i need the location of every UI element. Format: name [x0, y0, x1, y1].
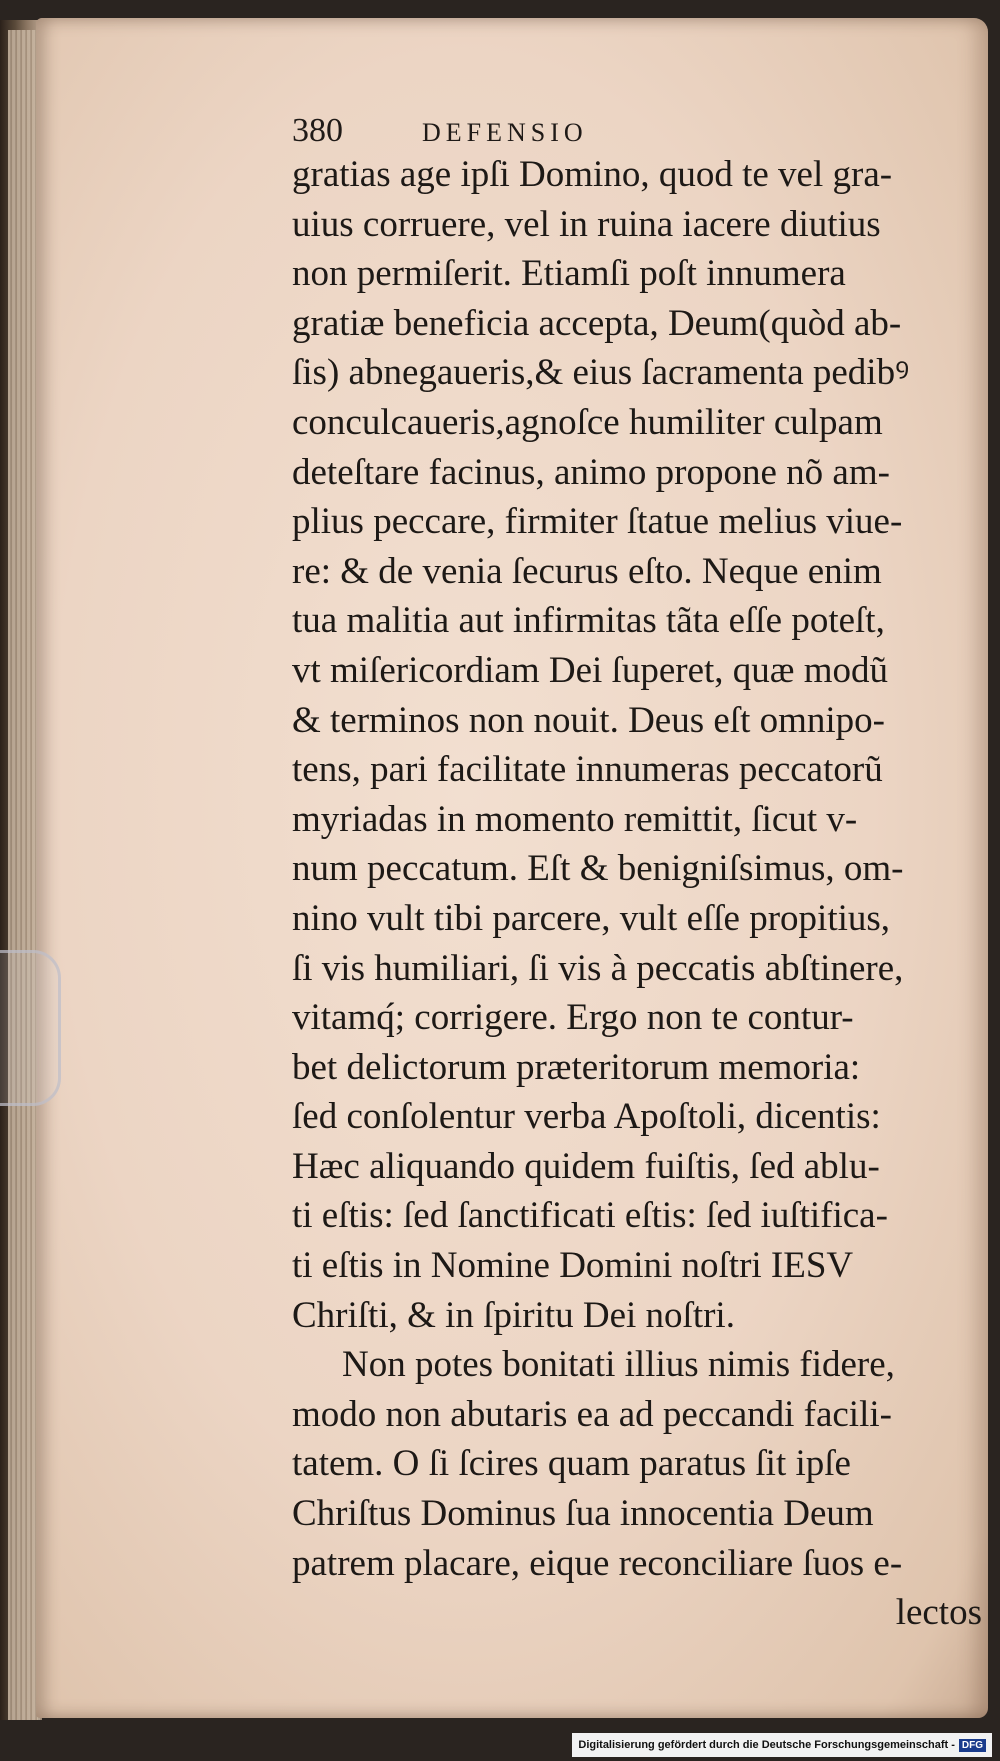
text-line: bet delictorum præteritorum memoria: [292, 1046, 861, 1088]
text-line: Hæc aliquando quidem fuiſtis, ſed ablu- [292, 1145, 880, 1187]
text-line: myriadas in momento remittit, ſicut v- [292, 798, 858, 840]
text-line: re: & de venia ſecurus eſto. Neque enim [292, 550, 882, 592]
text-line: deteſtare facinus, animo propone nõ am- [292, 451, 890, 493]
text-line: ti eſtis in Nomine Domini noſtri IESV [292, 1245, 854, 1287]
text-line: & terminos non nouit. Deus eſt omnipo- [292, 699, 885, 741]
text-line: vitamq́; corrigere. Ergo non te contur- [292, 997, 854, 1039]
page-clip [0, 950, 61, 1106]
text-line: modo non abutaris ea ad peccandi facili- [292, 1393, 892, 1435]
text-line: gratias age ipſi Domino, quod te vel gra- [292, 154, 893, 195]
text-line: Non potes bonitati illius nimis fidere, [342, 1344, 895, 1386]
text-line: conculcaueris,agnoſce humiliter culpam [292, 401, 883, 443]
text-line: ſed conſolentur verba Apoſtoli, dicentis: [292, 1096, 881, 1138]
text-line: gratiæ beneficia accepta, Deum(quòd ab- [292, 302, 902, 344]
text-line: patrem placare, eique reconciliare ſuos e- [292, 1542, 903, 1584]
text-line: tens, pari facilitate innumeras peccatorũ [292, 749, 883, 791]
text-line: tatem. O ſi ſcires quam paratus ſit ipſe [292, 1443, 851, 1485]
text-line: tua malitia aut infirmitas tãta eſſe poteſt, [292, 600, 885, 642]
dfg-logo: DFG [959, 1739, 986, 1752]
running-head: DEFENSIO [422, 118, 588, 147]
body-text [292, 150, 992, 1638]
page-header [292, 112, 912, 152]
text-line: ſis) abnegaueris,& eius ſacramenta pedibꝰ [292, 352, 910, 394]
text-line: vt miſericordiam Dei ſuperet, quæ modũ [292, 649, 888, 691]
text-line: Chriſti, & in ſpiritu Dei noſtri. [292, 1294, 735, 1336]
text-line: ſi vis humiliari, ſi vis à peccatis abſtinere, [292, 947, 904, 989]
catchword: lectos [895, 1592, 982, 1634]
text-line: nino vult tibi parcere, vult eſſe propitius, [292, 897, 891, 939]
text-line: non permiſerit. Etiamſi poſt innumera [292, 253, 846, 295]
digitization-credit [572, 1733, 992, 1757]
text-line: Chriſtus Dominus ſua innocentia Deum [292, 1493, 874, 1535]
text-line: ti eſtis: ſed ſanctificati eſtis: ſed iuſtifica- [292, 1195, 888, 1237]
credit-text: Digitalisierung gefördert durch die Deutsche Forschungsgemeinschaft - [578, 1739, 955, 1751]
page-number: 380 [292, 112, 343, 149]
text-line: plius peccare, firmiter ſtatue melius viue- [292, 501, 903, 543]
text-line: num peccatum. Eſt & benigniſsimus, om- [292, 848, 904, 890]
text-line: uius corruere, vel in ruina iacere diutius [292, 203, 881, 245]
